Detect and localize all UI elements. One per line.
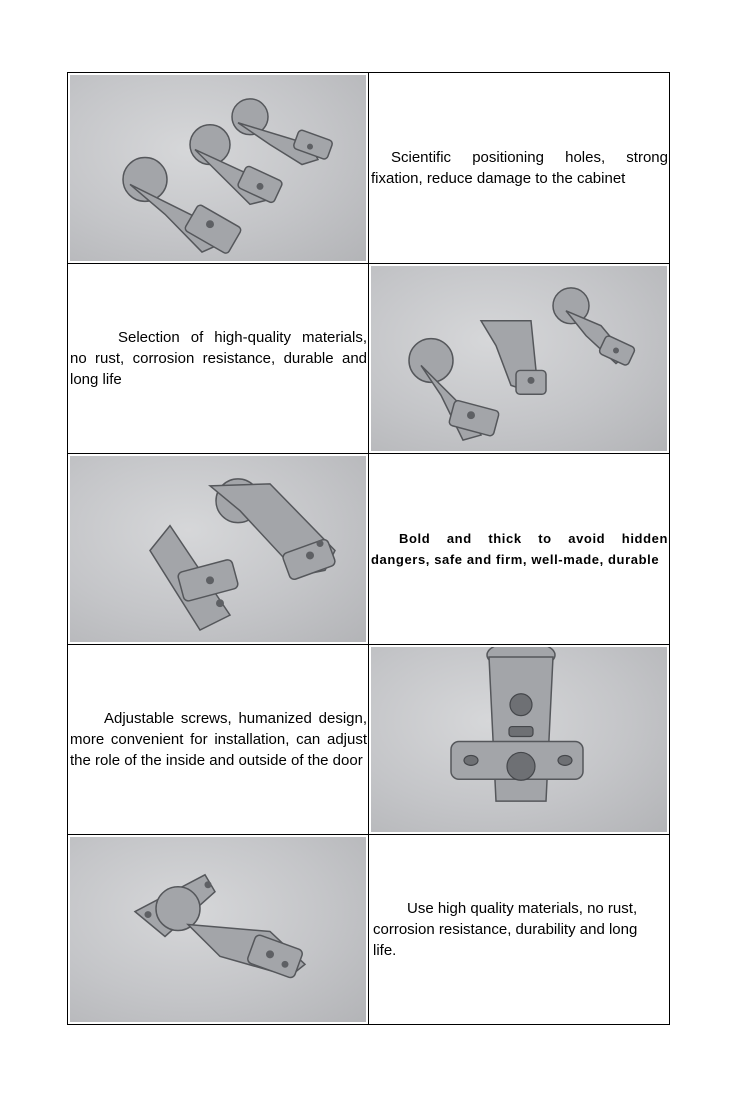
image-cell (68, 73, 369, 264)
hinge-trio-photo-2 (371, 266, 667, 451)
feature-row (68, 645, 670, 835)
product-feature-table (67, 72, 670, 1025)
feature-description: Selection of high-quality materials, no rust, corrosion resistance, durable and long life (70, 329, 367, 388)
image-cell (68, 835, 369, 1025)
text-cell (68, 645, 369, 835)
image-cell (369, 645, 670, 835)
feature-description: Adjustable screws, humanized design, more convenient for installation, can adjust the role of the inside and outside of the door (70, 710, 367, 769)
text-cell (369, 835, 670, 1025)
feature-row (68, 264, 670, 454)
feature-row (68, 73, 670, 264)
feature-description: Use high quality materials, no rust, corrosion resistance, durability and long life. (373, 900, 638, 959)
feature-row (68, 454, 670, 645)
image-cell (68, 454, 369, 645)
hinge-pair-photo (70, 456, 366, 642)
feature-description: Bold and thick to avoid hidden dangers, safe and firm, well-made, durable (371, 531, 668, 567)
feature-description: Scientific positioning holes, strong fixation, reduce damage to the cabinet (371, 149, 668, 187)
text-cell (369, 454, 670, 645)
image-cell (369, 264, 670, 454)
hinge-closeup-photo (371, 647, 667, 832)
text-cell (369, 73, 670, 264)
text-cell (68, 264, 369, 454)
single-hinge-photo (70, 837, 366, 1022)
hinge-trio-photo-1 (70, 75, 366, 261)
feature-row (68, 835, 670, 1025)
